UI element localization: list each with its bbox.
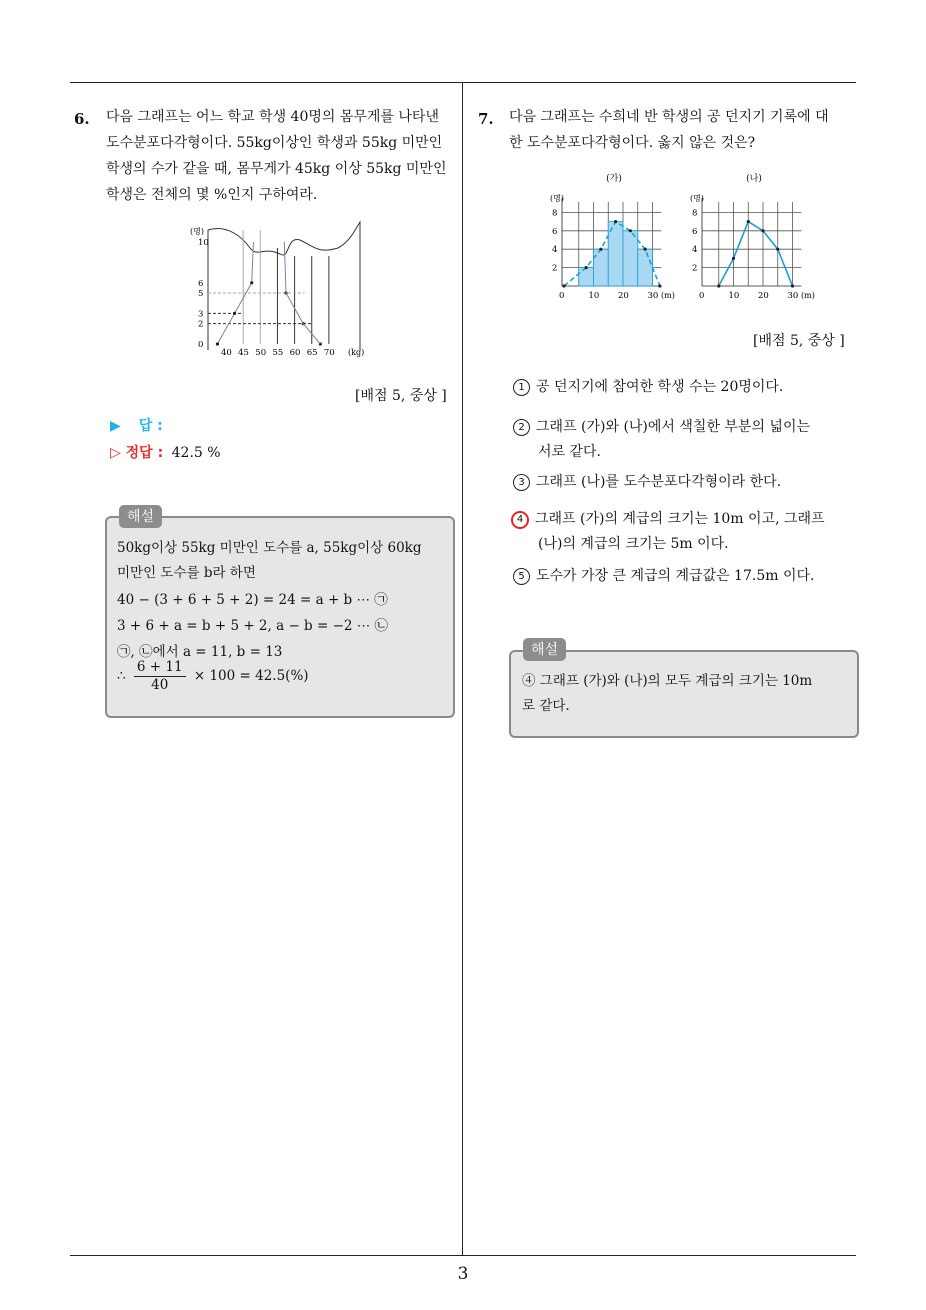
q7-ga-point <box>562 284 565 287</box>
option-number: 3 <box>513 474 530 491</box>
q6-solution-line: 50kg이상 55kg 미만인 도수를 a, 55kg이상 60kg <box>117 540 422 556</box>
q6-y-tick: 3 <box>198 309 204 320</box>
q6-x-tick: 55 <box>272 348 284 358</box>
torn-graph-edge <box>208 222 360 350</box>
q7-chart-ga <box>544 168 684 303</box>
na-x-tick: 20 <box>758 291 769 301</box>
q7-ga-bar <box>579 268 594 286</box>
q7-ga-y-ticks <box>552 208 557 273</box>
option-number: 1 <box>513 379 530 396</box>
question-6-line: 학생은 전체의 몇 %인지 구하여라. <box>106 187 318 203</box>
q6-fraction: $\frac{6 + 11}{40}$ <box>134 659 186 694</box>
q7-chart-na <box>684 168 824 303</box>
ga-y-tick: 8 <box>552 208 558 219</box>
q6-x-tick: 70 <box>323 348 335 358</box>
bottom-rule <box>70 1255 856 1256</box>
q7-ga-y-unit: (명) <box>550 194 564 203</box>
selected-answer-mark: 4 <box>511 511 529 529</box>
question-7-line: 다음 그래프는 수희네 반 학생의 공 던지기 기록에 대 <box>509 109 829 125</box>
na-x-tick: 30 <box>787 291 799 301</box>
q7-ga-bar <box>623 231 638 286</box>
q7-na-point <box>747 220 750 223</box>
q6-points <box>216 281 322 345</box>
q7-na-x-ticks <box>699 291 798 301</box>
question-7-text <box>509 104 859 156</box>
question-6-text <box>106 104 458 208</box>
ga-x-tick: 0 <box>559 291 565 301</box>
option-number: 2 <box>513 419 530 436</box>
q7-na-y-ticks <box>692 208 697 273</box>
question-6-line: 학생의 수가 같을 때, 몸무게가 45kg 이상 55kg 미만인 <box>106 161 447 177</box>
q6-y-tick: 10 <box>198 238 209 248</box>
na-x-tick: 10 <box>728 291 740 301</box>
q6-solution-line: 미만인 도수를 b라 하면 <box>117 565 256 581</box>
q6-frequency-polygon-chart <box>188 218 373 363</box>
q6-y-unit: (명) <box>190 227 204 236</box>
q6-x-tick: 60 <box>289 348 301 358</box>
na-y-tick: 6 <box>692 226 698 237</box>
option-number: 5 <box>513 568 530 585</box>
q7-ga-point <box>658 284 661 287</box>
answer-arrow-icon: ▶ <box>110 418 121 434</box>
q7-ga-title: (가) <box>606 174 622 184</box>
q6-x-unit: (kg) <box>348 348 365 357</box>
correct-answer <box>110 442 221 462</box>
q6-solution-line: 3 + 6 + a = b + 5 + 2, a − b = −2 ⋯ ㉡ <box>117 618 389 634</box>
top-rule <box>70 82 856 83</box>
q7-ga-point <box>599 248 602 251</box>
correct-value: 42.5 % <box>171 445 221 461</box>
question-6-line: 다음 그래프는 어느 학교 학생 40명의 몸무게를 나타낸 <box>106 109 439 125</box>
q7-solution-tag: 해설 <box>523 638 566 661</box>
q7-ga-point <box>644 248 647 251</box>
q7-solution-line: ④ 그래프 (가)와 (나)의 모두 계급의 크기는 10m <box>522 673 813 689</box>
na-x-tick: 0 <box>699 291 705 301</box>
q7-na-point <box>776 248 779 251</box>
q7-ga-point <box>614 220 617 223</box>
q7-na-x-unit: (m) <box>801 291 815 300</box>
option-2: 2 그래프 (가)와 (나)에서 색칠한 부분의 넓이는 서로 같다. <box>513 415 810 465</box>
ga-x-tick: 20 <box>618 291 629 301</box>
q6-solution-final: ∴ $\frac{6 + 11}{40}$ × 100 = 42.5(%) <box>117 659 309 693</box>
ga-y-tick: 4 <box>552 245 558 256</box>
na-y-tick: 2 <box>692 263 698 274</box>
q6-solution-line: 40 − (3 + 6 + 5 + 2) = 24 = a + b ⋯ ㉠ <box>117 592 388 608</box>
q6-y-tick: 0 <box>198 340 204 350</box>
q6-y-tick: 5 <box>198 289 204 299</box>
page-number: 3 <box>457 1264 469 1284</box>
correct-triangle-icon: ▷ <box>110 445 126 461</box>
q7-na-title: (나) <box>746 174 762 184</box>
question-7-score: [배점 5, 중상 ] <box>753 333 845 349</box>
q7-na-point <box>717 284 720 287</box>
q7-ga-point <box>629 229 632 232</box>
q7-ga-x-unit: (m) <box>661 291 675 300</box>
option-5: 5 도수가 가장 큰 계급의 계급값은 17.5m 이다. <box>513 564 814 589</box>
q7-solution-line: 로 같다. <box>522 698 570 714</box>
q6-data-point <box>233 312 236 315</box>
q7-solution-box <box>509 650 859 738</box>
question-7-number: 7. <box>478 110 494 128</box>
q6-y-tick: 2 <box>198 319 204 330</box>
q6-solution-tag: 해설 <box>119 505 162 528</box>
ga-y-tick: 2 <box>552 263 558 274</box>
option-3: 3 그래프 (나)를 도수분포다각형이라 한다. <box>513 470 781 495</box>
option-4: 4 그래프 (가)의 계급의 크기는 10m 이고, 그래프 (나)의 계급의 크기는 5m 이다. <box>511 507 825 557</box>
option-1: 1 공 던지기에 참여한 학생 수는 20명이다. <box>513 375 783 400</box>
q6-x-tick: 50 <box>255 348 267 358</box>
q6-x-tick: 65 <box>306 348 318 358</box>
q6-x-tick: 45 <box>238 348 249 358</box>
na-y-tick: 8 <box>692 208 698 219</box>
column-divider <box>462 82 463 1255</box>
question-6-score: [배점 5, 중상 ] <box>355 388 447 404</box>
q7-ga-point <box>585 266 588 269</box>
q7-na-points <box>717 220 794 288</box>
q6-x-tick: 40 <box>221 348 232 358</box>
q6-y-tick: 6 <box>198 278 204 289</box>
ga-x-tick: 10 <box>588 291 600 301</box>
question-7-line: 한 도수분포다각형이다. 옳지 않은 것은? <box>509 135 756 151</box>
q6-solution-line: ㉠, ㉡에서 a = 11, b = 13 <box>117 644 283 660</box>
q6-y-tick-labels <box>198 238 209 350</box>
q7-ga-bar <box>638 249 653 286</box>
q6-x-tick-labels <box>221 348 335 358</box>
q7-na-y-unit: (명) <box>690 194 704 203</box>
correct-label: 정답 : <box>125 445 164 461</box>
q7-na-point <box>761 229 764 232</box>
q7-ga-x-ticks <box>559 291 658 301</box>
q6-data-point <box>216 342 219 345</box>
q7-na-point <box>791 284 794 287</box>
question-6-line: 도수분포다각형이다. 55kg이상인 학생과 55kg 미만인 <box>106 135 443 151</box>
q7-na-polygon-line <box>719 222 793 286</box>
ga-x-tick: 30 <box>647 291 659 301</box>
q7-na-point <box>732 257 735 260</box>
q7-ga-bars <box>579 222 653 286</box>
ga-y-tick: 6 <box>552 226 558 237</box>
na-y-tick: 4 <box>692 245 698 256</box>
answer-label: ▶ 답 : <box>110 418 163 434</box>
q6-data-point <box>250 281 253 284</box>
question-6-number: 6. <box>74 110 90 128</box>
